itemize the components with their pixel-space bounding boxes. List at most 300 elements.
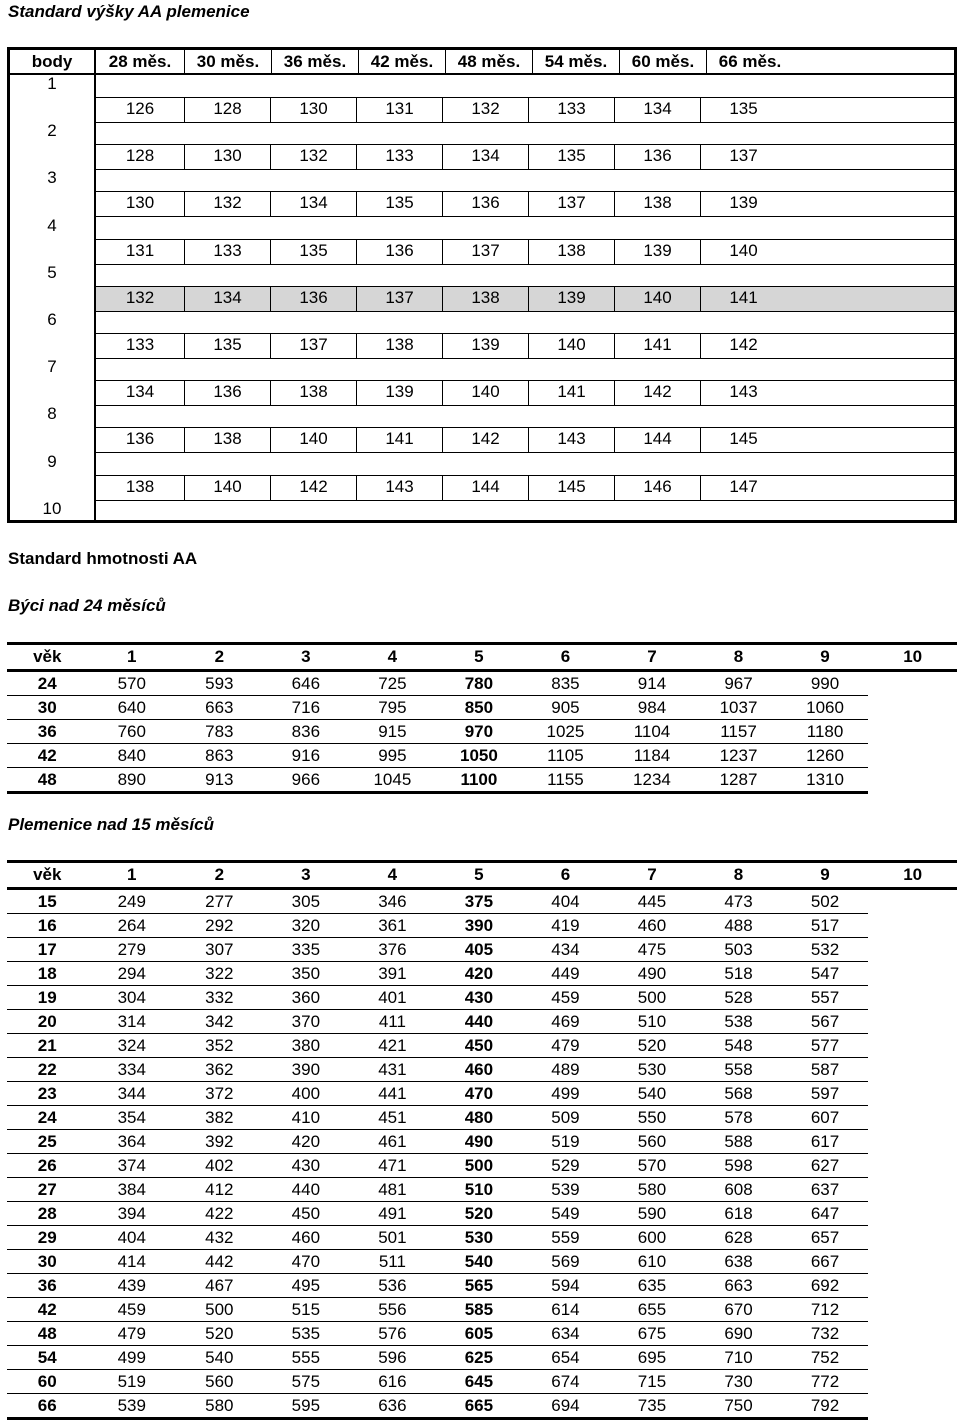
weight-cell: 434 [522, 938, 609, 962]
height-cell: 134 [270, 192, 356, 216]
height-cell: 140 [700, 240, 786, 264]
header-points: 7 [609, 862, 696, 889]
age-cell: 60 [7, 1370, 88, 1394]
weight-cell [868, 671, 957, 696]
header-month: 42 měs. [358, 50, 445, 73]
weight-cell [868, 1274, 957, 1298]
weight-cell: 732 [782, 1322, 869, 1346]
header-points: 2 [176, 644, 263, 671]
weight-cell: 374 [88, 1154, 177, 1178]
header-month: 30 měs. [184, 50, 271, 73]
height-cell: 135 [184, 334, 270, 358]
weight-cell: 471 [349, 1154, 436, 1178]
weight-cell: 419 [522, 914, 609, 938]
weight-cell: 663 [695, 1274, 782, 1298]
header-points: 4 [349, 862, 436, 889]
point-label: 7 [47, 357, 57, 377]
weight-cell [868, 1154, 957, 1178]
weight-cell: 459 [88, 1298, 177, 1322]
weight-cell: 1060 [782, 696, 869, 720]
height-cell: 138 [125, 476, 155, 496]
age-cell: 22 [7, 1058, 88, 1082]
height-row [96, 97, 954, 123]
weight-cell: 914 [609, 671, 696, 696]
weight-cell: 638 [695, 1250, 782, 1274]
weight-cell: 314 [88, 1010, 177, 1034]
header-points: 10 [868, 644, 957, 671]
height-row [96, 333, 954, 359]
height-cell: 143 [356, 476, 442, 500]
age-cell: 21 [7, 1034, 88, 1058]
height-cell: 142 [700, 334, 786, 358]
weight-cell: 451 [349, 1106, 436, 1130]
header-points: 5 [436, 862, 523, 889]
weight-cell: 475 [609, 938, 696, 962]
height-cell: 144 [442, 476, 528, 500]
height-cell: 134 [125, 382, 155, 402]
weight-cell: 530 [609, 1058, 696, 1082]
height-row [96, 191, 954, 217]
age-cell: 17 [7, 938, 88, 962]
weight-cell: 279 [88, 938, 177, 962]
age-cell: 36 [7, 720, 88, 744]
weight-cell: 548 [695, 1034, 782, 1058]
age-cell: 25 [7, 1130, 88, 1154]
height-cell: 138 [442, 287, 528, 311]
weight-cell: 1184 [609, 744, 696, 768]
weight-cell: 715 [609, 1370, 696, 1394]
weight-cell: 575 [263, 1370, 350, 1394]
weight-cell: 449 [522, 962, 609, 986]
weight-cell: 335 [263, 938, 350, 962]
height-standard-title: Standard výšky AA plemenice [8, 2, 250, 21]
weight-cell: 990 [782, 671, 869, 696]
weight-cell: 598 [695, 1154, 782, 1178]
height-cell: 136 [442, 192, 528, 216]
weight-cell: 402 [176, 1154, 263, 1178]
weight-cell: 490 [436, 1130, 523, 1154]
weight-cell: 565 [436, 1274, 523, 1298]
header-points: 8 [695, 862, 782, 889]
weight-cell: 520 [176, 1322, 263, 1346]
header-age: věk [7, 862, 88, 889]
weight-cell: 593 [176, 671, 263, 696]
weight-cell: 1100 [436, 768, 523, 793]
weight-cell: 414 [88, 1250, 177, 1274]
weight-cell: 305 [263, 889, 350, 914]
height-cell: 136 [270, 287, 356, 311]
weight-cell: 694 [522, 1394, 609, 1419]
weight-cell: 489 [522, 1058, 609, 1082]
weight-cell: 441 [349, 1082, 436, 1106]
table-row [7, 889, 957, 914]
weight-cell: 479 [88, 1322, 177, 1346]
table-row [7, 1010, 957, 1034]
weight-cell: 528 [695, 986, 782, 1010]
weight-cell: 515 [263, 1298, 350, 1322]
weight-cell: 320 [263, 914, 350, 938]
height-cell: 142 [270, 476, 356, 500]
table-row [7, 1226, 957, 1250]
point-label: 9 [47, 451, 57, 471]
weight-cell: 560 [176, 1370, 263, 1394]
header-month: 54 měs. [532, 50, 619, 73]
weight-cell: 277 [176, 889, 263, 914]
weight-cell: 380 [263, 1034, 350, 1058]
weight-cell: 863 [176, 744, 263, 768]
weight-cell: 500 [436, 1154, 523, 1178]
weight-cell [868, 938, 957, 962]
height-cell: 130 [270, 98, 356, 122]
weight-cell: 780 [436, 671, 523, 696]
table-row [7, 1274, 957, 1298]
weight-cell: 520 [436, 1202, 523, 1226]
header-age: věk [7, 644, 88, 671]
age-cell: 19 [7, 986, 88, 1010]
weight-cell [868, 1298, 957, 1322]
weight-cell: 520 [609, 1034, 696, 1058]
age-cell: 24 [7, 1106, 88, 1130]
age-cell: 20 [7, 1010, 88, 1034]
heifers-table-header [7, 862, 957, 889]
weight-cell: 730 [695, 1370, 782, 1394]
weight-cell [868, 914, 957, 938]
header-points: 2 [176, 862, 263, 889]
weight-cell: 432 [176, 1226, 263, 1250]
weight-cell: 344 [88, 1082, 177, 1106]
header-points: 7 [609, 644, 696, 671]
weight-cell: 792 [782, 1394, 869, 1419]
weight-cell: 635 [609, 1274, 696, 1298]
weight-cell: 1155 [522, 768, 609, 793]
height-cell: 141 [700, 287, 786, 311]
height-cell: 132 [184, 192, 270, 216]
height-cell: 134 [184, 287, 270, 311]
weight-cell: 264 [88, 914, 177, 938]
height-cell: 135 [700, 98, 786, 122]
weight-cell: 614 [522, 1298, 609, 1322]
height-cell: 135 [270, 240, 356, 264]
weight-cell: 1237 [695, 744, 782, 768]
weight-cell [868, 1178, 957, 1202]
weight-cell: 1157 [695, 720, 782, 744]
weight-cell: 597 [782, 1082, 869, 1106]
weight-cell: 617 [782, 1130, 869, 1154]
weight-cell: 636 [349, 1394, 436, 1419]
weight-cell [868, 1106, 957, 1130]
weight-cell: 324 [88, 1034, 177, 1058]
age-cell: 42 [7, 744, 88, 768]
height-cell: 141 [356, 428, 442, 452]
weight-cell: 364 [88, 1130, 177, 1154]
weight-cell: 587 [782, 1058, 869, 1082]
header-month: 28 měs. [94, 50, 184, 73]
weight-cell: 450 [263, 1202, 350, 1226]
height-row [96, 475, 954, 501]
height-cell: 139 [614, 240, 700, 264]
weight-cell: 401 [349, 986, 436, 1010]
height-cell: 134 [614, 98, 700, 122]
weight-cell: 569 [522, 1250, 609, 1274]
height-cell: 142 [614, 381, 700, 405]
weight-cell: 470 [263, 1250, 350, 1274]
table-row [7, 1322, 957, 1346]
height-cell: 128 [184, 98, 270, 122]
weight-cell: 710 [695, 1346, 782, 1370]
table-row [7, 1346, 957, 1370]
weight-cell: 461 [349, 1130, 436, 1154]
weight-cell: 577 [782, 1034, 869, 1058]
height-cell: 132 [442, 98, 528, 122]
weight-cell: 440 [263, 1178, 350, 1202]
age-cell: 66 [7, 1394, 88, 1419]
weight-cell: 559 [522, 1226, 609, 1250]
weight-cell: 382 [176, 1106, 263, 1130]
height-cell: 138 [356, 334, 442, 358]
header-month: 66 měs. [706, 50, 793, 73]
weight-cell: 540 [176, 1346, 263, 1370]
weight-cell: 984 [609, 696, 696, 720]
weight-cell: 390 [436, 914, 523, 938]
weight-cell [868, 1394, 957, 1419]
header-points: 9 [782, 644, 869, 671]
weight-cell [868, 1322, 957, 1346]
weight-cell [868, 1202, 957, 1226]
weight-cell: 547 [782, 962, 869, 986]
weight-cell: 640 [88, 696, 177, 720]
weight-cell: 479 [522, 1034, 609, 1058]
weight-cell: 354 [88, 1106, 177, 1130]
weight-cell: 625 [436, 1346, 523, 1370]
weight-cell: 913 [176, 768, 263, 793]
point-label: 10 [42, 498, 62, 518]
weight-cell: 450 [436, 1034, 523, 1058]
weight-cell: 540 [609, 1082, 696, 1106]
weight-cell: 1287 [695, 768, 782, 793]
height-cell: 132 [270, 145, 356, 169]
weight-cell: 440 [436, 1010, 523, 1034]
weight-cell: 585 [436, 1298, 523, 1322]
height-cell: 147 [700, 476, 786, 500]
height-cell: 140 [614, 287, 700, 311]
weight-cell: 431 [349, 1058, 436, 1082]
weight-cell: 376 [349, 938, 436, 962]
weight-cell: 695 [609, 1346, 696, 1370]
height-cell: 137 [270, 334, 356, 358]
weight-cell: 500 [176, 1298, 263, 1322]
height-cell: 133 [125, 335, 155, 354]
weight-cell: 420 [436, 962, 523, 986]
table-row [7, 986, 957, 1010]
weight-cell: 1045 [349, 768, 436, 793]
weight-cell: 517 [782, 914, 869, 938]
weight-cell: 634 [522, 1322, 609, 1346]
weight-cell: 557 [782, 986, 869, 1010]
weight-cell: 480 [436, 1106, 523, 1130]
weight-cell [868, 1058, 957, 1082]
height-cell: 133 [184, 240, 270, 264]
weight-cell: 716 [263, 696, 350, 720]
weight-cell: 610 [609, 1250, 696, 1274]
point-label: 5 [47, 262, 57, 282]
weight-standard-title: Standard hmotnosti AA [8, 549, 198, 568]
weight-cell: 502 [782, 889, 869, 914]
weight-cell: 970 [436, 720, 523, 744]
weight-cell: 292 [176, 914, 263, 938]
weight-cell: 535 [263, 1322, 350, 1346]
header-month: 36 měs. [271, 50, 358, 73]
weight-cell: 645 [436, 1370, 523, 1394]
weight-cell: 538 [695, 1010, 782, 1034]
weight-cell: 519 [88, 1370, 177, 1394]
table-row [7, 1370, 957, 1394]
height-table-header [10, 50, 954, 75]
weight-cell: 646 [263, 671, 350, 696]
height-cell: 133 [528, 98, 614, 122]
weight-cell: 596 [349, 1346, 436, 1370]
table-row [7, 1178, 957, 1202]
weight-cell [868, 1250, 957, 1274]
weight-cell: 655 [609, 1298, 696, 1322]
height-cell: 133 [356, 145, 442, 169]
height-cell: 139 [528, 287, 614, 311]
weight-cell [868, 720, 957, 744]
weight-cell: 294 [88, 962, 177, 986]
weight-cell: 405 [436, 938, 523, 962]
weight-cell: 361 [349, 914, 436, 938]
height-cell: 135 [528, 145, 614, 169]
height-cell: 145 [528, 476, 614, 500]
weight-cell: 352 [176, 1034, 263, 1058]
weight-cell: 967 [695, 671, 782, 696]
weight-cell: 568 [695, 1082, 782, 1106]
height-cell: 141 [614, 334, 700, 358]
weight-cell: 1180 [782, 720, 869, 744]
weight-cell: 836 [263, 720, 350, 744]
table-row [7, 720, 957, 744]
weight-cell: 558 [695, 1058, 782, 1082]
age-cell: 24 [7, 671, 88, 696]
weight-cell: 618 [695, 1202, 782, 1226]
table-row [7, 768, 957, 793]
weight-cell: 519 [522, 1130, 609, 1154]
weight-cell: 391 [349, 962, 436, 986]
table-row [7, 1058, 957, 1082]
bulls-subtitle: Býci nad 24 měsíců [8, 596, 166, 615]
header-month: 60 měs. [619, 50, 706, 73]
height-cell: 137 [442, 240, 528, 264]
height-cell: 136 [356, 240, 442, 264]
weight-cell [868, 1130, 957, 1154]
weight-cell: 995 [349, 744, 436, 768]
weight-cell: 411 [349, 1010, 436, 1034]
age-cell: 42 [7, 1298, 88, 1322]
weight-cell: 550 [609, 1106, 696, 1130]
weight-cell: 1025 [522, 720, 609, 744]
header-points: 8 [695, 644, 782, 671]
weight-cell: 304 [88, 986, 177, 1010]
weight-cell: 654 [522, 1346, 609, 1370]
height-cell: 139 [356, 381, 442, 405]
weight-cell: 499 [522, 1082, 609, 1106]
height-row [96, 144, 954, 170]
weight-cell: 657 [782, 1226, 869, 1250]
weight-cell: 503 [695, 938, 782, 962]
weight-cell: 916 [263, 744, 350, 768]
point-label: 2 [47, 121, 57, 141]
age-cell: 28 [7, 1202, 88, 1226]
weight-cell: 375 [436, 889, 523, 914]
weight-cell: 421 [349, 1034, 436, 1058]
weight-cell: 439 [88, 1274, 177, 1298]
weight-cell: 556 [349, 1298, 436, 1322]
weight-cell: 410 [263, 1106, 350, 1130]
weight-cell: 712 [782, 1298, 869, 1322]
height-cell: 139 [442, 334, 528, 358]
height-cell: 146 [614, 476, 700, 500]
weight-cell: 637 [782, 1178, 869, 1202]
header-points: 1 [88, 644, 177, 671]
weight-cell [868, 696, 957, 720]
weight-cell: 555 [263, 1346, 350, 1370]
age-cell: 29 [7, 1226, 88, 1250]
height-cell: 140 [184, 476, 270, 500]
weight-cell: 511 [349, 1250, 436, 1274]
weight-cell: 362 [176, 1058, 263, 1082]
weight-cell: 580 [609, 1178, 696, 1202]
height-cell: 140 [270, 428, 356, 452]
height-cell: 131 [356, 98, 442, 122]
weight-cell: 607 [782, 1106, 869, 1130]
header-points: 6 [522, 644, 609, 671]
weight-cell: 529 [522, 1154, 609, 1178]
height-cell: 128 [125, 146, 155, 166]
height-cell: 141 [528, 381, 614, 405]
weight-cell: 518 [695, 962, 782, 986]
weight-cell: 690 [695, 1322, 782, 1346]
weight-cell: 346 [349, 889, 436, 914]
weight-cell: 675 [609, 1322, 696, 1346]
table-row [7, 914, 957, 938]
height-cell: 138 [270, 381, 356, 405]
weight-cell: 445 [609, 889, 696, 914]
age-cell: 18 [7, 962, 88, 986]
weight-cell: 394 [88, 1202, 177, 1226]
weight-cell: 539 [522, 1178, 609, 1202]
age-cell: 16 [7, 914, 88, 938]
table-row [7, 962, 957, 986]
point-label: 8 [47, 404, 57, 424]
weight-cell: 473 [695, 889, 782, 914]
weight-cell: 404 [88, 1226, 177, 1250]
height-cell: 143 [528, 428, 614, 452]
weight-cell: 392 [176, 1130, 263, 1154]
height-cell: 126 [125, 99, 155, 118]
height-row [96, 427, 954, 453]
weight-cell: 491 [349, 1202, 436, 1226]
table-row [7, 938, 957, 962]
table-row [7, 1394, 957, 1419]
table-row [7, 1106, 957, 1130]
weight-cell [868, 1034, 957, 1058]
weight-cell: 605 [436, 1322, 523, 1346]
weight-cell [868, 1226, 957, 1250]
weight-cell: 539 [88, 1394, 177, 1419]
point-label: 1 [47, 74, 57, 93]
weight-cell: 1234 [609, 768, 696, 793]
table-row [7, 671, 957, 696]
heifers-subtitle: Plemenice nad 15 měsíců [8, 815, 214, 834]
